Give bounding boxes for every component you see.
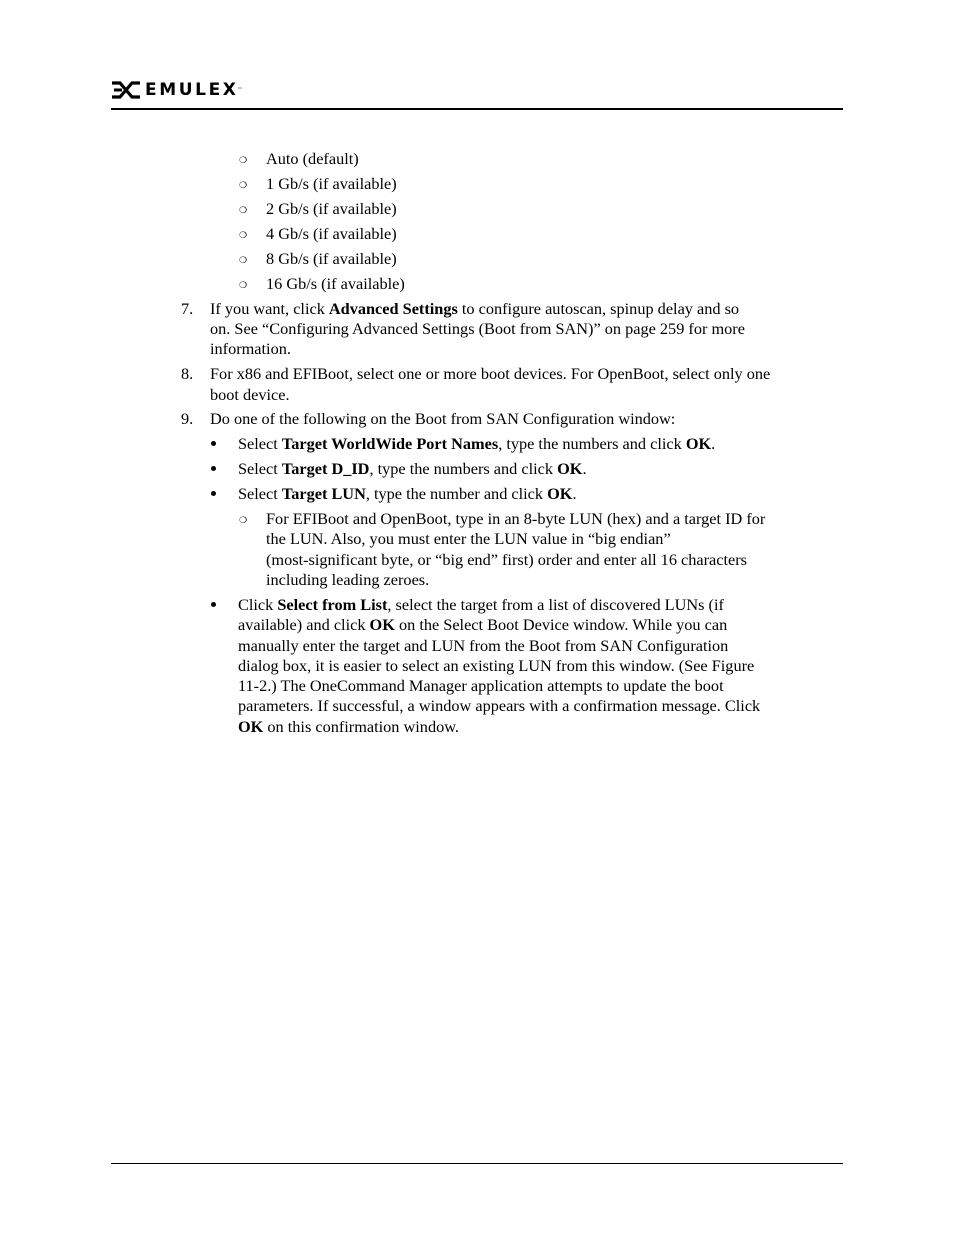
bullet-text: , type the number and click — [365, 484, 548, 503]
step-number: 7. — [181, 299, 194, 318]
bullet-text: . — [711, 434, 716, 453]
step-text: If you want, click — [210, 299, 329, 318]
emulex-logo-icon — [111, 81, 141, 99]
lun-note-line-2: the LUN. Also, you must enter the LUN value in “big endian” — [266, 529, 671, 548]
bullet-select-from-list-line-4: dialog box, it is easier to select an existing LUN from this window. (See Figure — [238, 656, 755, 675]
step-number: 9. — [181, 409, 194, 428]
bullet-select-from-list-line-5: 11-2.) The OneCommand Manager application attempts to update the boot — [238, 676, 724, 695]
bullet-text: Click — [238, 595, 278, 614]
ui-term: OK — [238, 717, 264, 736]
ui-term: OK — [547, 484, 573, 503]
header-rule — [111, 108, 843, 110]
ui-term: OK — [685, 434, 712, 453]
speed-option: Auto (default) — [266, 149, 359, 168]
logo-trademark: ™ — [237, 87, 243, 93]
step-7-line-3: information. — [210, 339, 291, 358]
circle-bullet-icon: ❍ — [239, 231, 248, 241]
circle-bullet-icon: ❍ — [239, 181, 248, 191]
ui-term: Select from List — [277, 595, 388, 614]
lun-note-line-3: (most-significant byte, or “big end” first) order and enter all 16 characters — [266, 550, 748, 569]
emulex-logo — [111, 80, 243, 100]
lun-note-line-4: including leading zeroes. — [266, 570, 430, 589]
bullet-text: , select the target from a list of discovered LUNs (if — [387, 595, 724, 614]
circle-bullet-icon: ❍ — [239, 281, 248, 291]
step-8-line-2: boot device. — [210, 385, 290, 404]
step-number: 8. — [181, 364, 194, 383]
step-text: to configure autoscan, spinup delay and so — [457, 299, 740, 318]
bullet-text: , type the numbers and click — [498, 434, 686, 453]
circle-bullet-icon: ❍ — [239, 256, 248, 266]
bullet-text: , type the numbers and click — [369, 459, 558, 478]
step-7-line-1 — [210, 299, 739, 319]
bullet-target-wwpn — [238, 434, 715, 454]
bullet-text: Select — [238, 484, 282, 503]
step-9-line-1: Do one of the following on the Boot from SAN Configuration window: — [210, 409, 676, 428]
dot-bullet-icon — [211, 491, 216, 496]
logo-wordmark: EMULEX — [145, 80, 239, 100]
dot-bullet-icon — [211, 602, 216, 607]
bullet-select-from-list-line-7 — [238, 717, 459, 737]
bullet-text: . — [572, 484, 577, 503]
circle-bullet-icon: ❍ — [239, 206, 248, 216]
bullet-target-did — [238, 459, 587, 479]
speed-option: 8 Gb/s (if available) — [266, 249, 397, 268]
speed-option: 2 Gb/s (if available) — [266, 199, 397, 218]
ui-term: Advanced Settings — [328, 299, 458, 318]
bullet-select-from-list-line-2 — [238, 615, 727, 635]
footer-rule — [111, 1163, 843, 1164]
bullet-target-lun — [238, 484, 577, 504]
dot-bullet-icon — [211, 466, 216, 471]
speed-option: 1 Gb/s (if available) — [266, 174, 397, 193]
bullet-text: Select — [238, 459, 282, 478]
ui-term: Target D_ID — [281, 459, 370, 478]
circle-bullet-icon: ❍ — [239, 156, 248, 166]
speed-option: 16 Gb/s (if available) — [266, 274, 405, 293]
ui-term: Target WorldWide Port Names — [281, 434, 499, 453]
bullet-select-from-list-line-1 — [238, 595, 724, 615]
bullet-text: Select — [238, 434, 282, 453]
bullet-text: on this confirmation window. — [263, 717, 459, 736]
bullet-text: . — [582, 459, 587, 478]
bullet-text: on the Select Boot Device window. While you can — [394, 615, 728, 634]
ui-term: OK — [557, 459, 583, 478]
bullet-select-from-list-line-3: manually enter the target and LUN from the Boot from SAN Configuration — [238, 636, 729, 655]
ui-term: OK — [369, 615, 395, 634]
step-7-line-2: on. See “Configuring Advanced Settings (Boot from SAN)” on page 259 for more — [210, 319, 745, 338]
dot-bullet-icon — [211, 441, 216, 446]
speed-option: 4 Gb/s (if available) — [266, 224, 397, 243]
bullet-text: available) and click — [238, 615, 370, 634]
step-8-line-1: For x86 and EFIBoot, select one or more boot devices. For OpenBoot, select only one — [210, 364, 771, 383]
lun-note-line-1: For EFIBoot and OpenBoot, type in an 8-byte LUN (hex) and a target ID for — [266, 509, 766, 528]
circle-bullet-icon: ❍ — [239, 516, 248, 526]
bullet-select-from-list-line-6: parameters. If successful, a window appears with a confirmation message. Click — [238, 696, 761, 715]
ui-term: Target LUN — [281, 484, 366, 503]
